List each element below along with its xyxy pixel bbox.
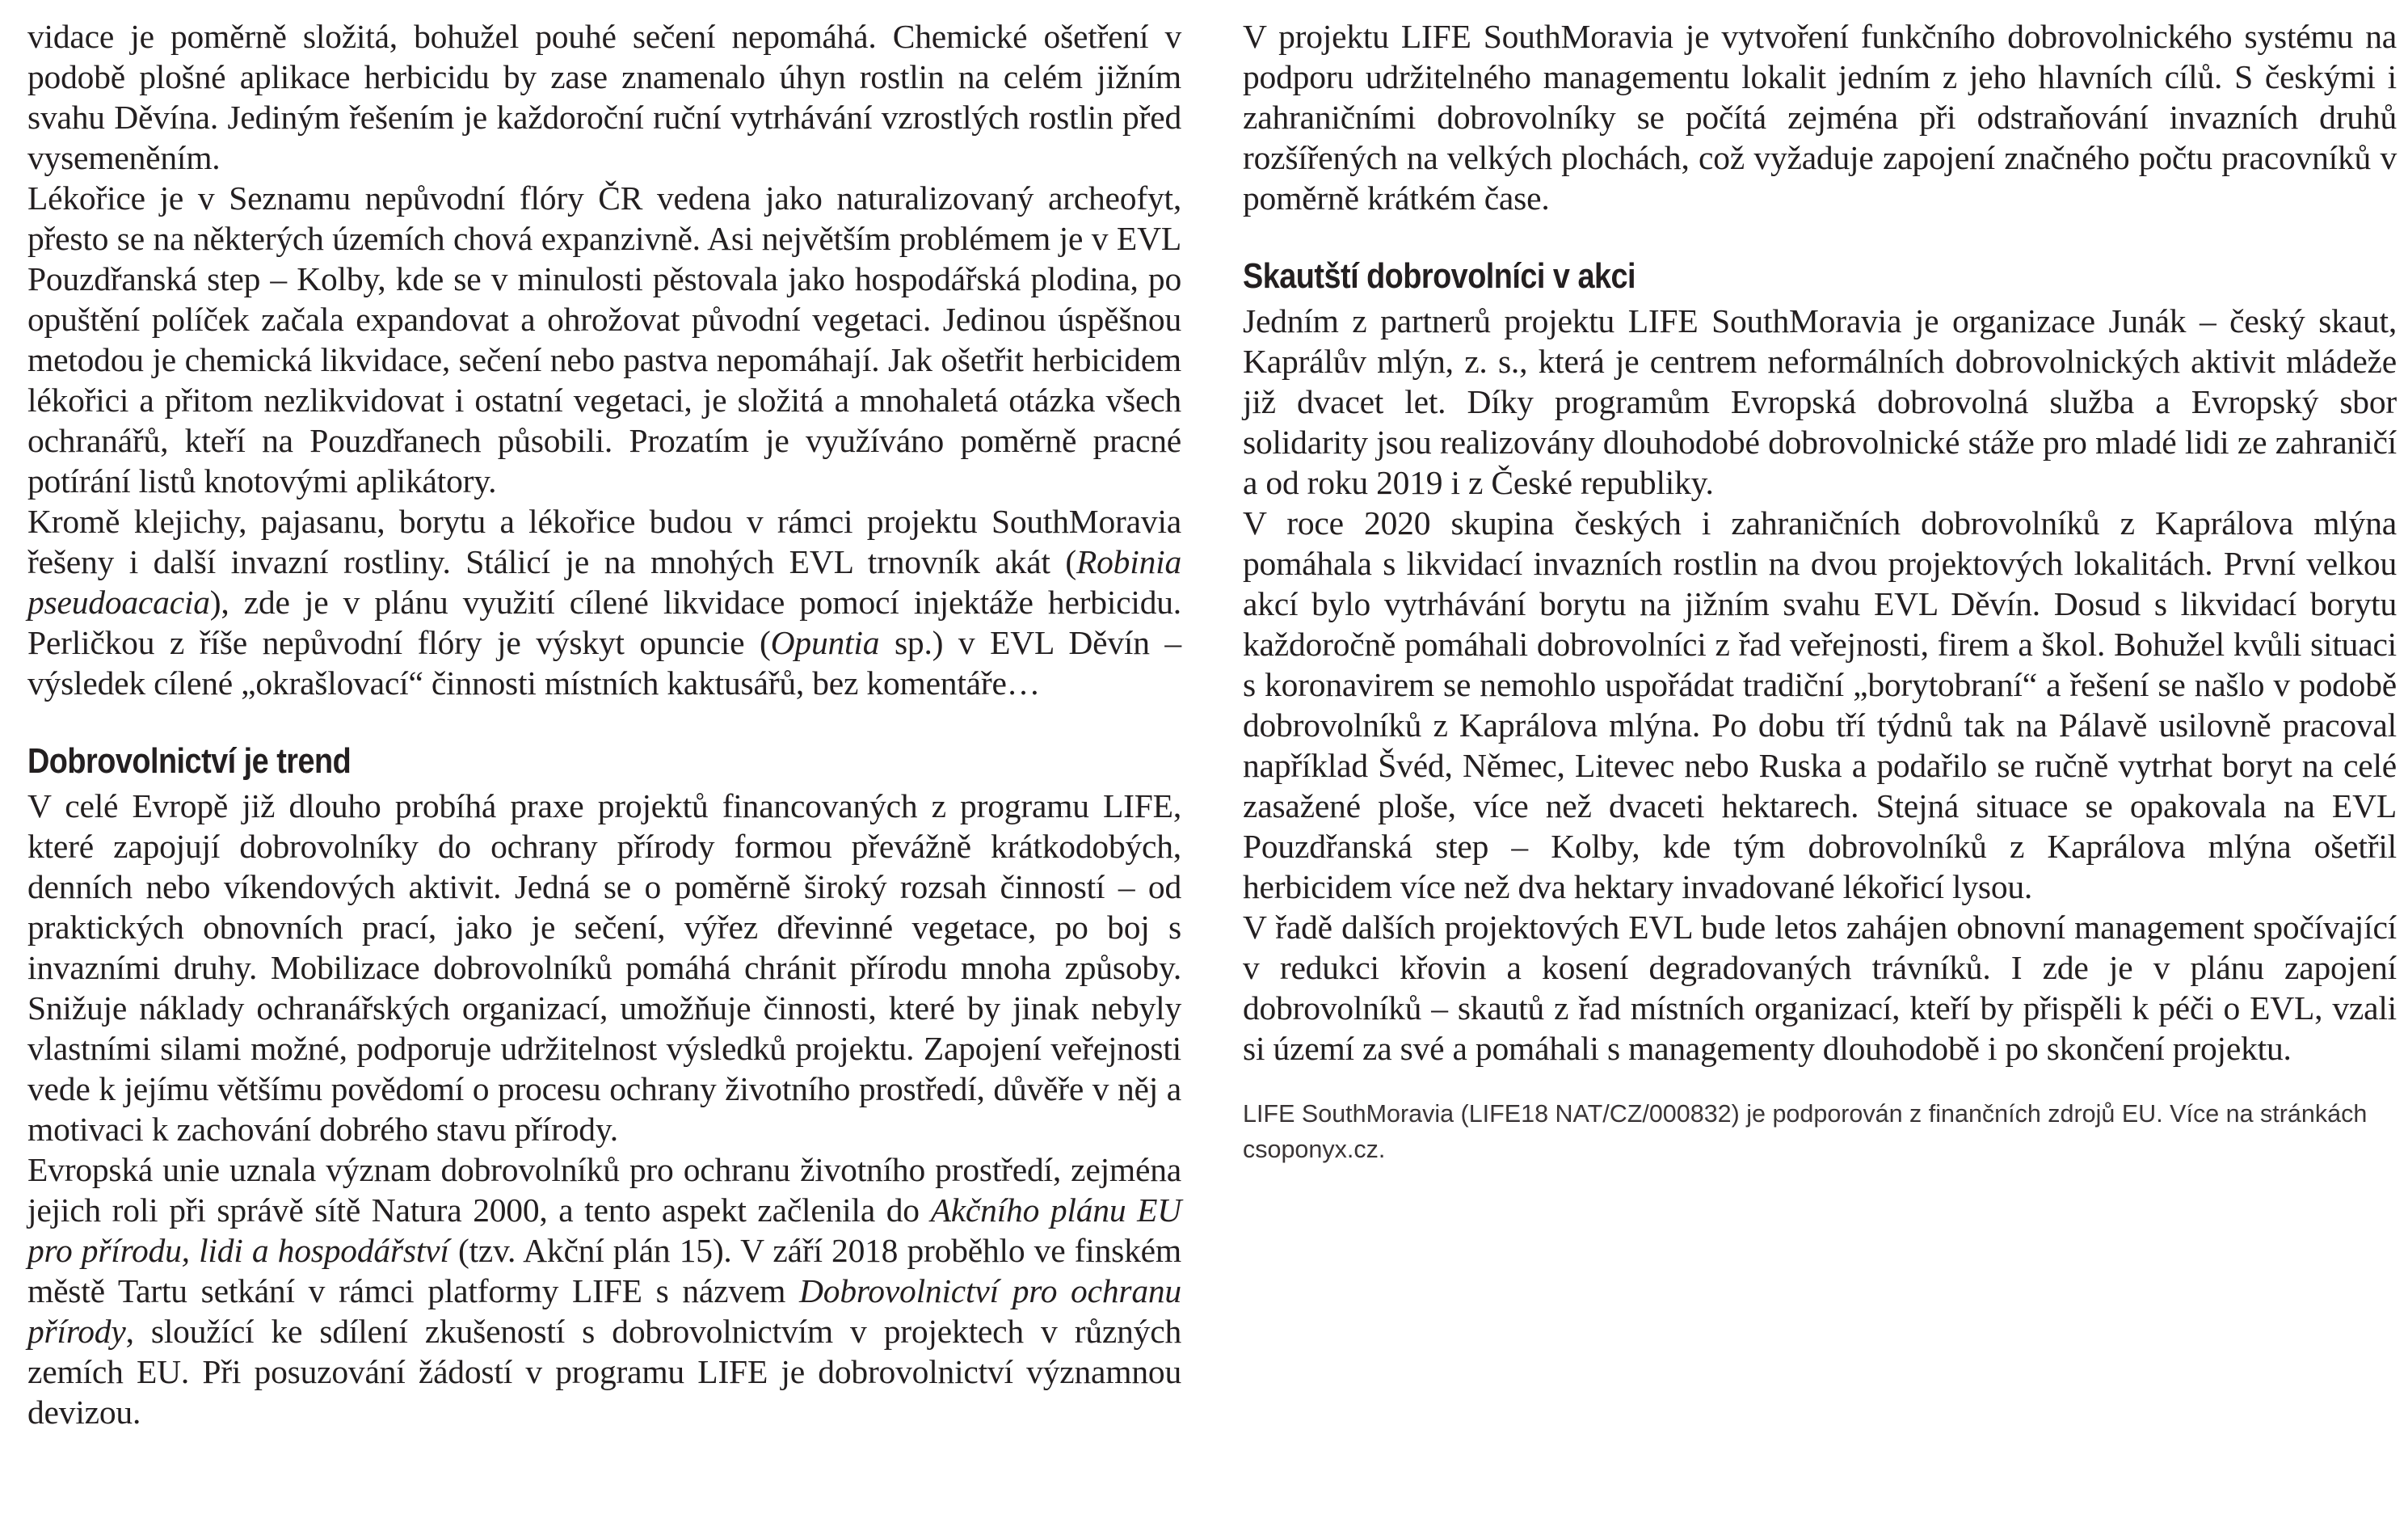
text-run: , sloužící ke sdílení zkušeností s dobrovolnictvím v projektech v různých zemích EU. Při posuzování žádostí v programu LIFE je dobrovolnictví významnou devizou. — [27, 1313, 1181, 1431]
text-run: sp.) v EVL Děvín – výsledek cílené „okrašlovací“ činnosti místních kaktusářů, bez komentáře… — [27, 624, 1181, 702]
spacer — [1243, 218, 2397, 254]
text-run: Evropská unie uznala význam dobrovolníků pro ochranu životního prostředí, zejména jejich roli při správě sítě Natura 2000, a tento aspekt začlenila do — [27, 1151, 1181, 1229]
right-column — [1243, 16, 2397, 1167]
text-run: Kromě klejichy, pajasanu, borytu a lékořice budou v rámci projektu SouthMoravia řešeny i další invazní rostliny. Stálicí je na mnohých EVL trnovník akát ( — [27, 503, 1181, 580]
paragraph: V roce 2020 skupina českých i zahraničních dobrovolníků z Kaprálova mlýna pomáhala s likvidací invazních rostlin na dvou projektových lokalitách. První velkou akcí bylo vytrhávání borytu na jižním svahu EVL Děvín. Dosud s likvidací borytu každoročně pomáhali dobrovolníci z řad veřejnosti, firem a škol. Bohužel kvůli situaci s koronavirem se nemohlo uspořádat tradiční „borytobraní“ a řešení se našlo v podobě dobrovolníků z Kaprálova mlýna. Po dobu tří týdnů tak na Pálavě usilovně pracoval například Švéd, Němec, Litevec nebo Ruska a podařilo se ručně vytrhat boryt na celé zasažené ploše, více než dvaceti hektarech. Stejná situace se opakovala na EVL Pouzdřanská step – Kolby, kde tým dobrovolníků z Kaprálova mlýna ošetřil herbicidem více než dva hektary invadované lékořicí lysou. — [1243, 504, 2397, 905]
funding-note: LIFE SouthMoravia (LIFE18 NAT/CZ/000832) je podporován z finančních zdrojů EU. Více na stránkách csoponyx.cz. — [1243, 1100, 2368, 1163]
section-heading: Skautští dobrovolníci v akci — [1243, 256, 1636, 296]
paragraph: vidace je poměrně složitá, bohužel pouhé sečení nepomáhá. Chemické ošetření v podobě plošné aplikace herbicidu by zase znamenalo úhyn rostlin na celém jižním svahu Děvína. Jediným řešením je každoroční ruční vytrhávání vzrostlých rostlin před vysemeněním. — [27, 18, 1181, 176]
spacer — [1243, 1069, 2397, 1096]
italic-title: Dobrovolnictví pro ochranu přírody — [27, 1272, 1181, 1350]
paragraph — [27, 1149, 1181, 1432]
italic-species-name: Opuntia — [770, 624, 880, 661]
italic-species-name: Robinia pseudoacacia — [27, 543, 1181, 621]
text-run: (tzv. Akční plán 15). V září 2018 proběhlo ve finském městě Tartu setkání v rámci platformy LIFE s názvem — [27, 1232, 1181, 1309]
text-run: ), zde je v plánu využití cílené likvidace pomocí injektáže herbicidu. Perličkou z říše nepůvodní flóry je výskyt opuncie ( — [27, 584, 1181, 661]
paragraph — [27, 501, 1181, 703]
paragraph: Jedním z partnerů projektu LIFE SouthMoravia je organizace Junák – český skaut, Kaprálův mlýn, z. s., která je centrem neformálních dobrovolnických aktivit mládeže již dvacet let. Díky programům Evropská dobrovolná služba a Evropský sbor solidarity jsou realizovány dlouhodobé dobrovolnické stáže pro mladé lidi ze zahraničí a od roku 2019 i z České republiky. — [1243, 302, 2397, 501]
italic-title: Akčního plánu EU pro přírodu, lidi a hospodářství — [27, 1191, 1181, 1269]
spacer — [27, 703, 1181, 739]
paragraph: V řadě dalších projektových EVL bude letos zahájen obnovní management spočívající v redukci křovin a kosení degradovaných trávníků. I zde je v plánu zapojení dobrovolníků – skautů z řad místních organizací, kteří by přispěli k péči o EVL, vzali si území za své a pomáhali s managementy dlouhodobě i po skončení projektu. — [1243, 909, 2397, 1067]
paragraph: V projektu LIFE SouthMoravia je vytvoření funkčního dobrovolnického systému na podporu udržitelného managementu lokalit jedním z jeho hlavních cílů. S českými i zahraničními dobrovolníky se počítá zejména při odstraňování invazních druhů rozšířených na velkých plochách, což vyžaduje zapojení značného počtu pracovníků v poměrně krátkém čase. — [1243, 18, 2397, 217]
section-heading: Dobrovolnictví je trend — [27, 741, 352, 781]
paragraph: V celé Evropě již dlouho probíhá praxe projektů financovaných z programu LIFE, které zapojují dobrovolníky do ochrany přírody formou převážně krátkodobých, denních nebo víkendových aktivit. Jedná se o poměrně široký rozsah činností – od praktických obnovních prací, jako je sečení, výřez dřevinné vegetace, po boj s invazními druhy. Mobilizace dobrovolníků pomáhá chránit přírodu mnoha způsoby. Snižuje náklady ochranářských organizací, umožňuje činnosti, které by jinak nebyly vlastními silami možné, podporuje udržitelnost výsledků projektu. Zapojení veřejnosti vede k jejímu většímu povědomí o procesu ochrany životního prostředí, důvěře v něj a motivaci k zachování dobrého stavu přírody. — [27, 787, 1181, 1148]
left-column — [27, 16, 1181, 1432]
paragraph: Lékořice je v Seznamu nepůvodní flóry ČR vedena jako naturalizovaný archeofyt, přesto se na některých územích chová expanzivně. Asi největším problémem je v EVL Pouzdřanská step – Kolby, kde se v minulosti pěstovala jako hospodářská plodina, po opuštění políček začala expandovat a ohrožovat původní vegetaci. Jedinou úspěšnou metodou je chemická likvidace, sečení nebo pastva nepomáhají. Jak ošetřit herbicidem lékořici a přitom nezlikvidovat i ostatní vegetaci, je složitá a mnohaletá otázka všech ochranářů, kteří na Pouzdřanech působili. Prozatím je využíváno poměrně pracné potírání listů knotovými aplikátory. — [27, 179, 1181, 500]
